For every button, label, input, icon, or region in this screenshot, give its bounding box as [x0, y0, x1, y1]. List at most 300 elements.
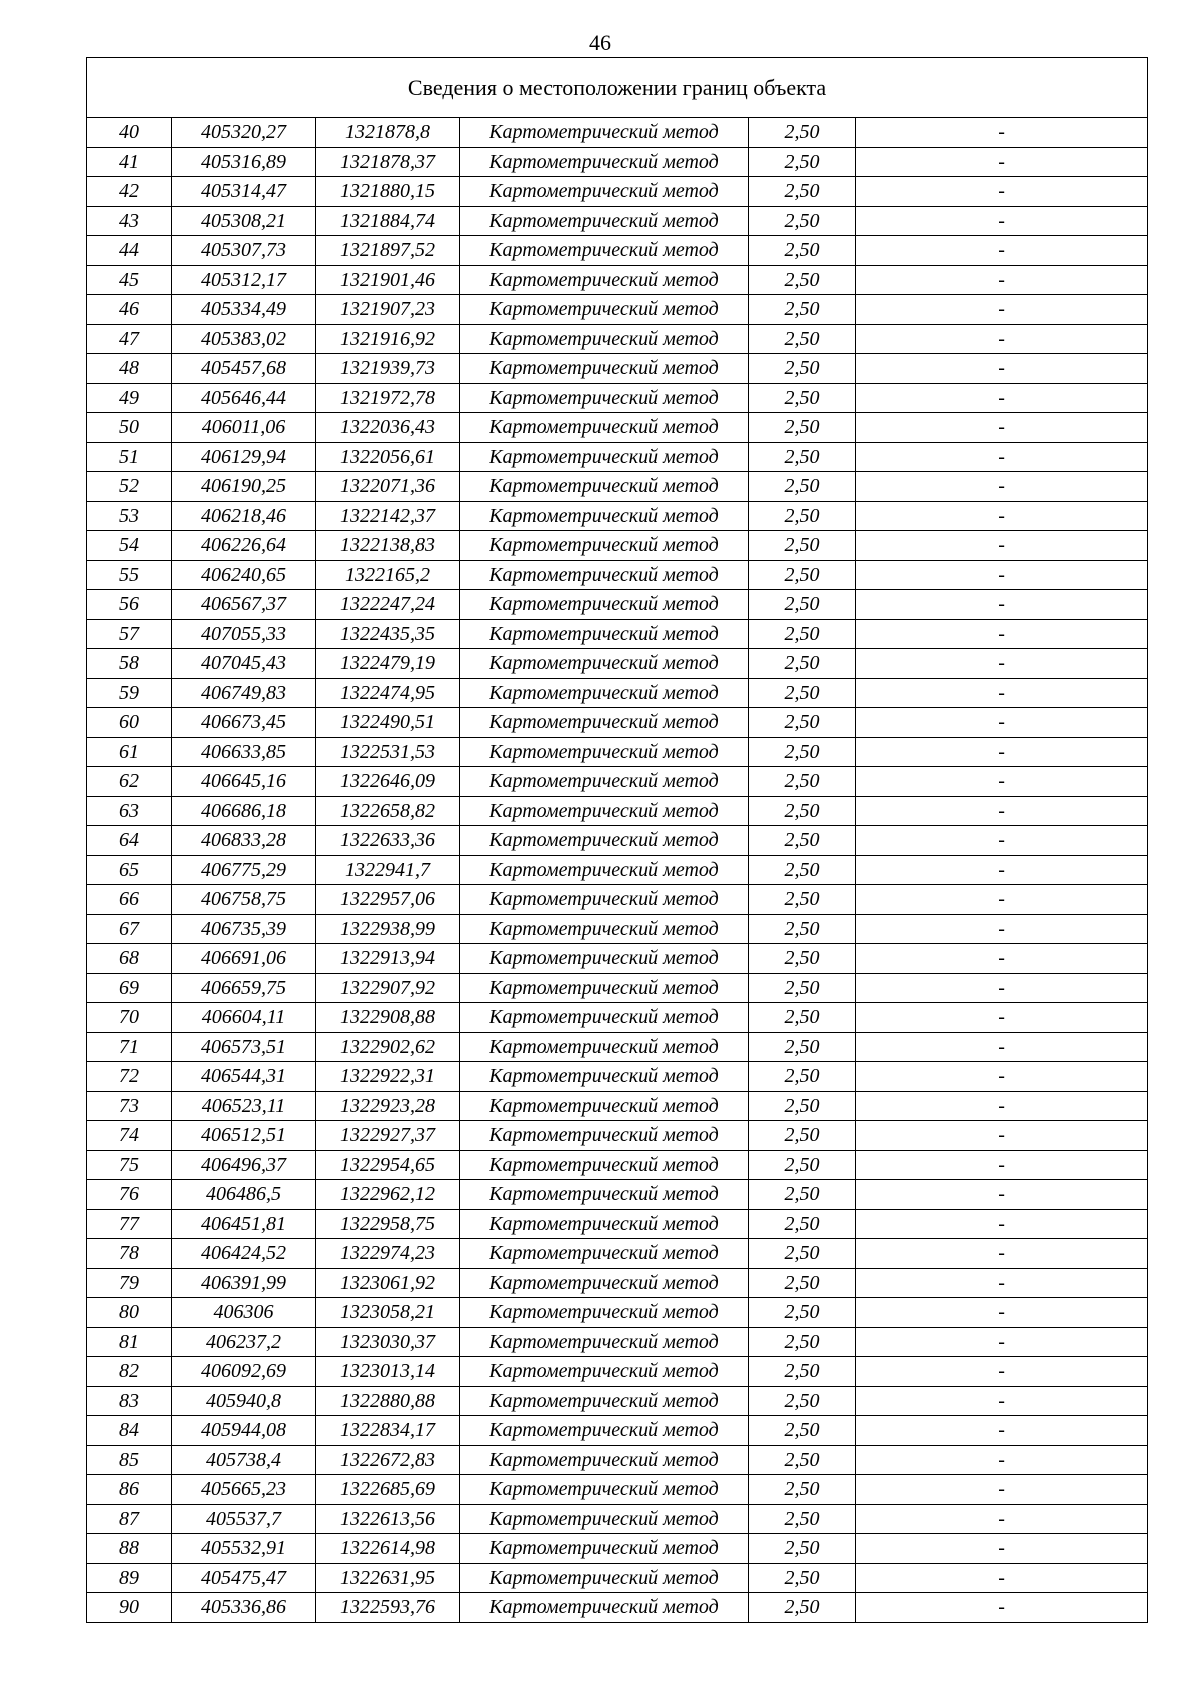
method-cell: Картометрический метод: [460, 1327, 749, 1357]
point-number-cell: 50: [87, 413, 172, 443]
table-row: [87, 1239, 1148, 1269]
table-row: [87, 649, 1148, 679]
accuracy-cell: 2,50: [749, 147, 856, 177]
y-coordinate-cell: 1322247,24: [316, 590, 460, 620]
y-coordinate-cell: 1323030,37: [316, 1327, 460, 1357]
description-cell: -: [856, 767, 1148, 797]
accuracy-cell: 2,50: [749, 914, 856, 944]
description-cell: -: [856, 973, 1148, 1003]
description-cell: -: [856, 236, 1148, 266]
accuracy-cell: 2,50: [749, 1504, 856, 1534]
accuracy-cell: 2,50: [749, 1209, 856, 1239]
method-cell: Картометрический метод: [460, 531, 749, 561]
x-coordinate-cell: 406240,65: [172, 560, 316, 590]
point-number-cell: 46: [87, 295, 172, 325]
x-coordinate-cell: 406673,45: [172, 708, 316, 738]
y-coordinate-cell: 1322941,7: [316, 855, 460, 885]
y-coordinate-cell: 1322435,35: [316, 619, 460, 649]
point-number-cell: 72: [87, 1062, 172, 1092]
accuracy-cell: 2,50: [749, 885, 856, 915]
y-coordinate-cell: 1322633,36: [316, 826, 460, 856]
x-coordinate-cell: 405665,23: [172, 1475, 316, 1505]
point-number-cell: 53: [87, 501, 172, 531]
table-row: [87, 324, 1148, 354]
x-coordinate-cell: 405532,91: [172, 1534, 316, 1564]
point-number-cell: 78: [87, 1239, 172, 1269]
x-coordinate-cell: 406758,75: [172, 885, 316, 915]
table-row: [87, 855, 1148, 885]
x-coordinate-cell: 405334,49: [172, 295, 316, 325]
y-coordinate-cell: 1321939,73: [316, 354, 460, 384]
accuracy-cell: 2,50: [749, 1032, 856, 1062]
x-coordinate-cell: 406496,37: [172, 1150, 316, 1180]
accuracy-cell: 2,50: [749, 295, 856, 325]
description-cell: -: [856, 678, 1148, 708]
method-cell: Картометрический метод: [460, 1386, 749, 1416]
y-coordinate-cell: 1323013,14: [316, 1357, 460, 1387]
table-row: [87, 413, 1148, 443]
y-coordinate-cell: 1322907,92: [316, 973, 460, 1003]
y-coordinate-cell: 1321878,8: [316, 118, 460, 148]
method-cell: Картометрический метод: [460, 472, 749, 502]
y-coordinate-cell: 1322658,82: [316, 796, 460, 826]
y-coordinate-cell: 1322902,62: [316, 1032, 460, 1062]
y-coordinate-cell: 1322954,65: [316, 1150, 460, 1180]
x-coordinate-cell: 406218,46: [172, 501, 316, 531]
point-number-cell: 85: [87, 1445, 172, 1475]
accuracy-cell: 2,50: [749, 590, 856, 620]
method-cell: Картометрический метод: [460, 855, 749, 885]
x-coordinate-cell: 405944,08: [172, 1416, 316, 1446]
point-number-cell: 87: [87, 1504, 172, 1534]
point-number-cell: 84: [87, 1416, 172, 1446]
y-coordinate-cell: 1321972,78: [316, 383, 460, 413]
x-coordinate-cell: 405312,17: [172, 265, 316, 295]
table-row: [87, 1475, 1148, 1505]
x-coordinate-cell: 405738,4: [172, 1445, 316, 1475]
y-coordinate-cell: 1323061,92: [316, 1268, 460, 1298]
point-number-cell: 40: [87, 118, 172, 148]
method-cell: Картометрический метод: [460, 206, 749, 236]
point-number-cell: 60: [87, 708, 172, 738]
point-number-cell: 58: [87, 649, 172, 679]
x-coordinate-cell: 406226,64: [172, 531, 316, 561]
description-cell: -: [856, 708, 1148, 738]
accuracy-cell: 2,50: [749, 236, 856, 266]
x-coordinate-cell: 406735,39: [172, 914, 316, 944]
description-cell: -: [856, 1239, 1148, 1269]
table-row: [87, 295, 1148, 325]
x-coordinate-cell: 406129,94: [172, 442, 316, 472]
accuracy-cell: 2,50: [749, 1445, 856, 1475]
description-cell: -: [856, 1416, 1148, 1446]
table-row: [87, 1091, 1148, 1121]
method-cell: Картометрический метод: [460, 1239, 749, 1269]
method-cell: Картометрический метод: [460, 147, 749, 177]
description-cell: -: [856, 619, 1148, 649]
point-number-cell: 59: [87, 678, 172, 708]
method-cell: Картометрический метод: [460, 1563, 749, 1593]
point-number-cell: 42: [87, 177, 172, 207]
x-coordinate-cell: 406306: [172, 1298, 316, 1328]
table-row: [87, 1593, 1148, 1623]
table-row: [87, 1504, 1148, 1534]
description-cell: -: [856, 885, 1148, 915]
accuracy-cell: 2,50: [749, 1563, 856, 1593]
y-coordinate-cell: 1322056,61: [316, 442, 460, 472]
description-cell: -: [856, 1475, 1148, 1505]
method-cell: Картометрический метод: [460, 1268, 749, 1298]
method-cell: Картометрический метод: [460, 885, 749, 915]
description-cell: -: [856, 1504, 1148, 1534]
method-cell: Картометрический метод: [460, 1475, 749, 1505]
description-cell: -: [856, 649, 1148, 679]
accuracy-cell: 2,50: [749, 649, 856, 679]
table-row: [87, 501, 1148, 531]
table-row: [87, 1209, 1148, 1239]
accuracy-cell: 2,50: [749, 1327, 856, 1357]
table-row: [87, 1386, 1148, 1416]
point-number-cell: 62: [87, 767, 172, 797]
point-number-cell: 65: [87, 855, 172, 885]
description-cell: -: [856, 826, 1148, 856]
description-cell: -: [856, 177, 1148, 207]
table-row: [87, 383, 1148, 413]
point-number-cell: 64: [87, 826, 172, 856]
y-coordinate-cell: 1322913,94: [316, 944, 460, 974]
x-coordinate-cell: 406749,83: [172, 678, 316, 708]
method-cell: Картометрический метод: [460, 560, 749, 590]
accuracy-cell: 2,50: [749, 1121, 856, 1151]
description-cell: -: [856, 383, 1148, 413]
method-cell: Картометрический метод: [460, 1298, 749, 1328]
point-number-cell: 68: [87, 944, 172, 974]
y-coordinate-cell: 1323058,21: [316, 1298, 460, 1328]
y-coordinate-cell: 1322474,95: [316, 678, 460, 708]
method-cell: Картометрический метод: [460, 1445, 749, 1475]
accuracy-cell: 2,50: [749, 973, 856, 1003]
table-row: [87, 885, 1148, 915]
method-cell: Картометрический метод: [460, 1593, 749, 1623]
method-cell: Картометрический метод: [460, 1062, 749, 1092]
accuracy-cell: 2,50: [749, 265, 856, 295]
point-number-cell: 89: [87, 1563, 172, 1593]
y-coordinate-cell: 1322071,36: [316, 472, 460, 502]
method-cell: Картометрический метод: [460, 265, 749, 295]
y-coordinate-cell: 1322962,12: [316, 1180, 460, 1210]
y-coordinate-cell: 1322165,2: [316, 560, 460, 590]
method-cell: Картометрический метод: [460, 354, 749, 384]
accuracy-cell: 2,50: [749, 796, 856, 826]
x-coordinate-cell: 406567,37: [172, 590, 316, 620]
y-coordinate-cell: 1321884,74: [316, 206, 460, 236]
point-number-cell: 82: [87, 1357, 172, 1387]
x-coordinate-cell: 407045,43: [172, 649, 316, 679]
accuracy-cell: 2,50: [749, 1150, 856, 1180]
y-coordinate-cell: 1322958,75: [316, 1209, 460, 1239]
table-row: [87, 147, 1148, 177]
accuracy-cell: 2,50: [749, 855, 856, 885]
x-coordinate-cell: 405646,44: [172, 383, 316, 413]
description-cell: -: [856, 1534, 1148, 1564]
table-row: [87, 1534, 1148, 1564]
point-number-cell: 80: [87, 1298, 172, 1328]
table-body: [87, 118, 1148, 1623]
x-coordinate-cell: 406391,99: [172, 1268, 316, 1298]
accuracy-cell: 2,50: [749, 531, 856, 561]
table-row: [87, 1180, 1148, 1210]
accuracy-cell: 2,50: [749, 354, 856, 384]
description-cell: -: [856, 413, 1148, 443]
method-cell: Картометрический метод: [460, 649, 749, 679]
x-coordinate-cell: 407055,33: [172, 619, 316, 649]
x-coordinate-cell: 405336,86: [172, 1593, 316, 1623]
point-number-cell: 63: [87, 796, 172, 826]
accuracy-cell: 2,50: [749, 944, 856, 974]
accuracy-cell: 2,50: [749, 678, 856, 708]
table-row: [87, 1268, 1148, 1298]
table-row: [87, 737, 1148, 767]
y-coordinate-cell: 1322908,88: [316, 1003, 460, 1033]
accuracy-cell: 2,50: [749, 1268, 856, 1298]
x-coordinate-cell: 406544,31: [172, 1062, 316, 1092]
point-number-cell: 90: [87, 1593, 172, 1623]
method-cell: Картометрический метод: [460, 796, 749, 826]
point-number-cell: 61: [87, 737, 172, 767]
table-row: [87, 442, 1148, 472]
y-coordinate-cell: 1322142,37: [316, 501, 460, 531]
description-cell: -: [856, 265, 1148, 295]
x-coordinate-cell: 405320,27: [172, 118, 316, 148]
method-cell: Картометрический метод: [460, 236, 749, 266]
y-coordinate-cell: 1322614,98: [316, 1534, 460, 1564]
description-cell: -: [856, 944, 1148, 974]
accuracy-cell: 2,50: [749, 1062, 856, 1092]
point-number-cell: 88: [87, 1534, 172, 1564]
method-cell: Картометрический метод: [460, 442, 749, 472]
method-cell: Картометрический метод: [460, 1180, 749, 1210]
y-coordinate-cell: 1322593,76: [316, 1593, 460, 1623]
method-cell: Картометрический метод: [460, 590, 749, 620]
point-number-cell: 41: [87, 147, 172, 177]
method-cell: Картометрический метод: [460, 118, 749, 148]
method-cell: Картометрический метод: [460, 324, 749, 354]
x-coordinate-cell: 406573,51: [172, 1032, 316, 1062]
table-row: [87, 767, 1148, 797]
method-cell: Картометрический метод: [460, 1416, 749, 1446]
table-row: [87, 590, 1148, 620]
description-cell: -: [856, 1209, 1148, 1239]
point-number-cell: 75: [87, 1150, 172, 1180]
y-coordinate-cell: 1322923,28: [316, 1091, 460, 1121]
point-number-cell: 52: [87, 472, 172, 502]
method-cell: Картометрический метод: [460, 1504, 749, 1534]
description-cell: -: [856, 1091, 1148, 1121]
accuracy-cell: 2,50: [749, 1416, 856, 1446]
x-coordinate-cell: 405475,47: [172, 1563, 316, 1593]
description-cell: -: [856, 1357, 1148, 1387]
y-coordinate-cell: 1322036,43: [316, 413, 460, 443]
accuracy-cell: 2,50: [749, 767, 856, 797]
x-coordinate-cell: 405457,68: [172, 354, 316, 384]
table-row: [87, 206, 1148, 236]
method-cell: Картометрический метод: [460, 1209, 749, 1239]
description-cell: -: [856, 442, 1148, 472]
table-row: [87, 1327, 1148, 1357]
table-row: [87, 560, 1148, 590]
y-coordinate-cell: 1322957,06: [316, 885, 460, 915]
method-cell: Картометрический метод: [460, 1091, 749, 1121]
x-coordinate-cell: 406092,69: [172, 1357, 316, 1387]
table-row: [87, 1298, 1148, 1328]
description-cell: -: [856, 796, 1148, 826]
y-coordinate-cell: 1322922,31: [316, 1062, 460, 1092]
accuracy-cell: 2,50: [749, 737, 856, 767]
point-number-cell: 74: [87, 1121, 172, 1151]
description-cell: -: [856, 472, 1148, 502]
description-cell: -: [856, 206, 1148, 236]
y-coordinate-cell: 1321880,15: [316, 177, 460, 207]
description-cell: -: [856, 531, 1148, 561]
description-cell: -: [856, 118, 1148, 148]
accuracy-cell: 2,50: [749, 501, 856, 531]
description-cell: -: [856, 1563, 1148, 1593]
accuracy-cell: 2,50: [749, 472, 856, 502]
description-cell: -: [856, 1268, 1148, 1298]
y-coordinate-cell: 1322613,56: [316, 1504, 460, 1534]
accuracy-cell: 2,50: [749, 1357, 856, 1387]
method-cell: Картометрический метод: [460, 501, 749, 531]
x-coordinate-cell: 406691,06: [172, 944, 316, 974]
point-number-cell: 54: [87, 531, 172, 561]
method-cell: Картометрический метод: [460, 295, 749, 325]
accuracy-cell: 2,50: [749, 177, 856, 207]
table-row: [87, 1357, 1148, 1387]
y-coordinate-cell: 1322646,09: [316, 767, 460, 797]
x-coordinate-cell: 405940,8: [172, 1386, 316, 1416]
x-coordinate-cell: 406686,18: [172, 796, 316, 826]
x-coordinate-cell: 405383,02: [172, 324, 316, 354]
accuracy-cell: 2,50: [749, 118, 856, 148]
accuracy-cell: 2,50: [749, 1534, 856, 1564]
accuracy-cell: 2,50: [749, 1386, 856, 1416]
accuracy-cell: 2,50: [749, 708, 856, 738]
x-coordinate-cell: 406424,52: [172, 1239, 316, 1269]
table-title: Сведения о местоположении границ объекта: [87, 58, 1148, 118]
description-cell: -: [856, 1327, 1148, 1357]
description-cell: -: [856, 1121, 1148, 1151]
table-row: [87, 1445, 1148, 1475]
table-row: [87, 531, 1148, 561]
description-cell: -: [856, 1386, 1148, 1416]
x-coordinate-cell: 405307,73: [172, 236, 316, 266]
x-coordinate-cell: 406523,11: [172, 1091, 316, 1121]
y-coordinate-cell: 1322490,51: [316, 708, 460, 738]
method-cell: Картометрический метод: [460, 1150, 749, 1180]
point-number-cell: 76: [87, 1180, 172, 1210]
method-cell: Картометрический метод: [460, 413, 749, 443]
table-row: [87, 1003, 1148, 1033]
point-number-cell: 49: [87, 383, 172, 413]
point-number-cell: 71: [87, 1032, 172, 1062]
accuracy-cell: 2,50: [749, 1180, 856, 1210]
page-number: 46: [589, 30, 611, 55]
description-cell: -: [856, 147, 1148, 177]
x-coordinate-cell: 406451,81: [172, 1209, 316, 1239]
accuracy-cell: 2,50: [749, 1593, 856, 1623]
accuracy-cell: 2,50: [749, 1475, 856, 1505]
point-number-cell: 83: [87, 1386, 172, 1416]
point-number-cell: 73: [87, 1091, 172, 1121]
description-cell: -: [856, 1062, 1148, 1092]
accuracy-cell: 2,50: [749, 1003, 856, 1033]
method-cell: Картометрический метод: [460, 1534, 749, 1564]
y-coordinate-cell: 1321897,52: [316, 236, 460, 266]
point-number-cell: 69: [87, 973, 172, 1003]
table-row: [87, 236, 1148, 266]
table-row: [87, 1563, 1148, 1593]
x-coordinate-cell: 406833,28: [172, 826, 316, 856]
x-coordinate-cell: 406011,06: [172, 413, 316, 443]
table-row: [87, 177, 1148, 207]
description-cell: -: [856, 1445, 1148, 1475]
table-row: [87, 1062, 1148, 1092]
method-cell: Картометрический метод: [460, 177, 749, 207]
accuracy-cell: 2,50: [749, 1298, 856, 1328]
y-coordinate-cell: 1321901,46: [316, 265, 460, 295]
point-number-cell: 55: [87, 560, 172, 590]
y-coordinate-cell: 1322938,99: [316, 914, 460, 944]
table-row: [87, 678, 1148, 708]
description-cell: -: [856, 1150, 1148, 1180]
x-coordinate-cell: 406775,29: [172, 855, 316, 885]
point-number-cell: 77: [87, 1209, 172, 1239]
description-cell: -: [856, 1003, 1148, 1033]
x-coordinate-cell: 405314,47: [172, 177, 316, 207]
y-coordinate-cell: 1322672,83: [316, 1445, 460, 1475]
accuracy-cell: 2,50: [749, 619, 856, 649]
x-coordinate-cell: 405537,7: [172, 1504, 316, 1534]
point-number-cell: 56: [87, 590, 172, 620]
point-number-cell: 67: [87, 914, 172, 944]
accuracy-cell: 2,50: [749, 1239, 856, 1269]
method-cell: Картометрический метод: [460, 383, 749, 413]
method-cell: Картометрический метод: [460, 914, 749, 944]
table-row: [87, 796, 1148, 826]
x-coordinate-cell: 406486,5: [172, 1180, 316, 1210]
description-cell: -: [856, 295, 1148, 325]
x-coordinate-cell: 406645,16: [172, 767, 316, 797]
point-number-cell: 44: [87, 236, 172, 266]
point-number-cell: 66: [87, 885, 172, 915]
y-coordinate-cell: 1321878,37: [316, 147, 460, 177]
description-cell: -: [856, 590, 1148, 620]
y-coordinate-cell: 1322685,69: [316, 1475, 460, 1505]
table-row: [87, 1121, 1148, 1151]
method-cell: Картометрический метод: [460, 944, 749, 974]
description-cell: -: [856, 855, 1148, 885]
point-number-cell: 70: [87, 1003, 172, 1033]
accuracy-cell: 2,50: [749, 560, 856, 590]
y-coordinate-cell: 1322631,95: [316, 1563, 460, 1593]
y-coordinate-cell: 1322880,88: [316, 1386, 460, 1416]
description-cell: -: [856, 1593, 1148, 1623]
method-cell: Картометрический метод: [460, 1121, 749, 1151]
point-number-cell: 81: [87, 1327, 172, 1357]
x-coordinate-cell: 406237,2: [172, 1327, 316, 1357]
method-cell: Картометрический метод: [460, 826, 749, 856]
y-coordinate-cell: 1321916,92: [316, 324, 460, 354]
